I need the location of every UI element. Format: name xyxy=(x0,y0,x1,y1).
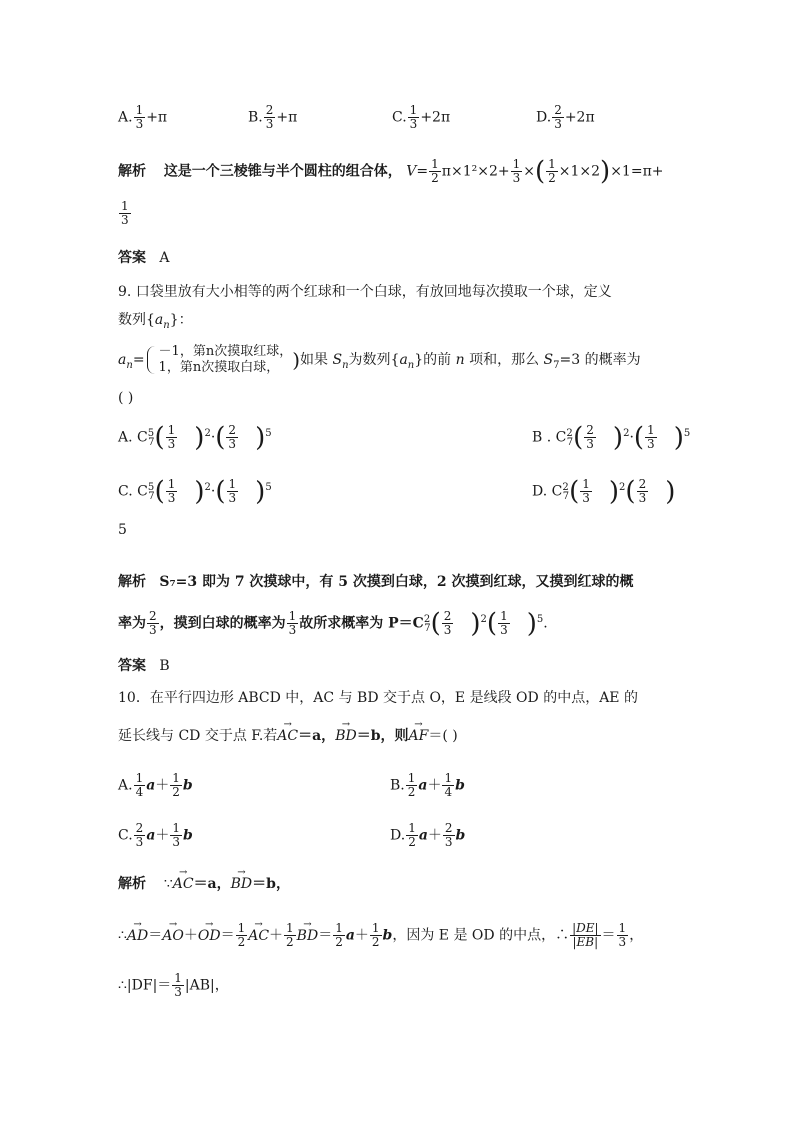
answer-value: A xyxy=(159,250,170,266)
q9-analysis-line1 xyxy=(118,572,634,592)
q9-option-a[interactable]: A. $C^5_7$( $\frac{1}{3}$ )$^2$·( $\frac{2}{3}$ )$^5$ xyxy=(118,422,272,453)
q8-option-a[interactable] xyxy=(118,104,167,131)
q8-option-d[interactable] xyxy=(536,104,595,131)
analysis-label: 解析 xyxy=(118,163,146,180)
q9-option-b[interactable]: B . $C^2_7$( $\frac{2}{3}$ )$^2$·( $\frac{1}{3}$ )$^5$ xyxy=(532,422,691,453)
case-white: 1，第n次摸取白球， xyxy=(158,360,280,375)
q9-option-c[interactable]: C. $C^5_7$( $\frac{1}{3}$ )$^2$·( $\frac{1}{3}$ )$^5$ xyxy=(118,476,272,507)
analysis-label: 解析 xyxy=(118,876,146,892)
option-text: +2π xyxy=(420,109,451,126)
q8-answer xyxy=(118,248,169,268)
q8-option-b[interactable] xyxy=(248,104,297,131)
analysis-text: 这是一个三棱锥与半个圆柱的组合体， xyxy=(163,163,402,180)
q9-stem-line1: 9. 口袋里放有大小相等的两个红球和一个白球，有放回地每次摸取一个球，定义 xyxy=(118,284,612,300)
fraction: $\frac{1}{2}$ xyxy=(548,157,556,185)
formula-part: π×1²×2+ xyxy=(441,163,510,180)
q9-blank: ( ) xyxy=(118,390,134,406)
q9-option-d[interactable]: D. $C^2_7$( $\frac{1}{3}$ )$^2$( $\frac{2}{3}$ ) xyxy=(532,476,676,507)
option-label: A. xyxy=(118,109,133,126)
q10-analysis-line3: ∴|DF|＝ $\frac{1}{3}$ |AB|， xyxy=(118,971,229,999)
option-label: D. xyxy=(536,109,552,126)
fraction: $\frac{2}{3}$ xyxy=(265,103,274,131)
option-label: B. xyxy=(248,109,263,126)
q9-stem-line2: 数列$\{a_n\}$： xyxy=(118,312,193,331)
fraction: $\frac{1}{3}$ xyxy=(512,157,521,185)
analysis-text: S₇=3 即为 7 次摸球中，有 5 次摸到白球，2 次摸到红球，又摸到红球的概 xyxy=(159,574,634,590)
option-label: C. xyxy=(392,109,407,126)
option-text: +π xyxy=(276,109,298,126)
q10-option-b[interactable]: B. $\frac{1}{2}$ a＋ $\frac{1}{4}$ b xyxy=(390,771,465,799)
q8-option-c[interactable] xyxy=(392,104,450,131)
answer-value: B xyxy=(159,658,170,674)
q10-stem-line1: 10．在平行四边形 ABCD 中，AC 与 BD 交于点 O，E 是线段 OD 的中点，AE 的 xyxy=(118,690,638,706)
case-red: －1，第n次摸取红球， xyxy=(158,344,293,359)
option-text: +π xyxy=(146,109,168,126)
q9-definition: $a_n=$ －1，第n次摸取红球， 1，第n次摸取白球， )如果 $S_n$为数列$\{a_n\}$的前 n 项和，那么 $S_7=3$ 的概率为 xyxy=(118,344,641,375)
fraction: $\frac{1}{3}$ xyxy=(409,103,418,131)
fraction: $\frac{1}{3}$ xyxy=(135,103,144,131)
answer-label: 答案 xyxy=(118,250,146,266)
q8-analysis: 解析 这是一个三棱锥与半个圆柱的组合体， V= $\frac{1}{2}$ π×1²×2+ $\frac{1}{3}$ ×( $\frac{1}{2}$ ×1×2)×1=π+ xyxy=(118,156,664,187)
q9-answer xyxy=(118,656,170,676)
fraction: $\frac{2}{3}$ xyxy=(554,103,562,131)
formula-var: V xyxy=(406,163,417,180)
formula-part: ×1=π+ xyxy=(610,163,664,180)
analysis-label: 解析 xyxy=(118,574,146,590)
q10-stem-line2: 延长线与 CD 交于点 F.若→ AC＝a，→ BD＝b，则→ AF＝( ) xyxy=(118,726,458,746)
fraction: $\frac{1}{3}$ xyxy=(121,199,129,227)
q9-stray-exponent: 5 xyxy=(118,522,127,538)
q10-option-a[interactable]: A. $\frac{1}{4}$ a＋ $\frac{1}{2}$ b xyxy=(118,771,193,799)
q10-option-c[interactable]: C. $\frac{2}{3}$ a＋ $\frac{1}{3}$ b xyxy=(118,821,193,849)
q9-analysis-line2: 率为 $\frac{2}{3}$ ，摸到白球的概率为 $\frac{1}{3}$ 故所求概率为 $P=C^2_7$( $\frac{2}{3}$ )$^2$( $\frac{1}{3}$ )$^5$. xyxy=(118,608,548,639)
fraction: $\frac{1}{2}$ xyxy=(431,157,439,185)
q10-option-d[interactable]: D. $\frac{1}{2}$ a＋ $\frac{2}{3}$ b xyxy=(390,821,466,849)
q10-analysis-line2: ∴→ AD＝→ AO＋→ OD＝ $\frac{1}{2}$ → AC＋ $\frac{1}{2}$ → BD＝ $\frac{1}{2}$ a＋ $\frac{1}{2}$ b，因为 E 是 OD 的中点，∴ $\frac{|DE|}{|EB|}$ ＝ $\frac{1}{3}$ ， xyxy=(118,922,643,949)
q8-analysis-fraction-cont xyxy=(118,200,132,227)
answer-label: 答案 xyxy=(118,658,146,674)
option-text: +2π xyxy=(564,109,595,126)
formula-part: ×1×2 xyxy=(558,163,601,180)
q10-analysis-line1: 解析 ∵→ AC＝a，→ BD＝b， xyxy=(118,874,290,894)
piecewise-brace xyxy=(145,344,293,376)
